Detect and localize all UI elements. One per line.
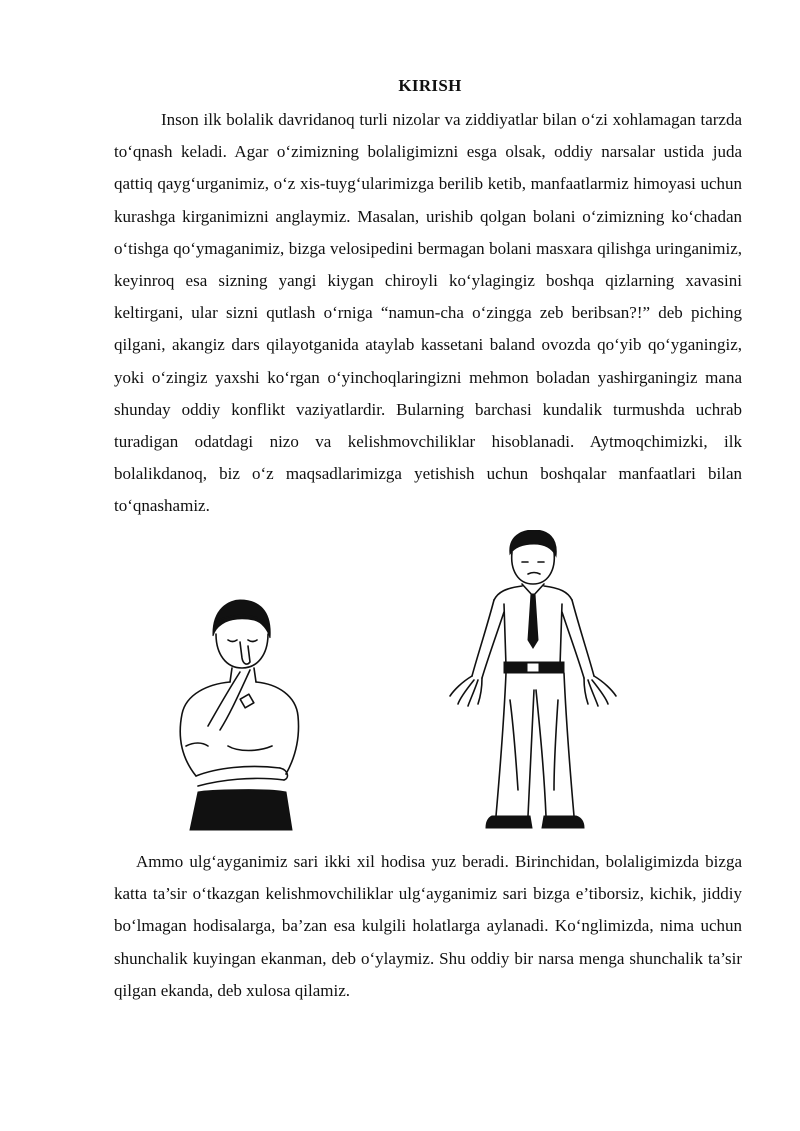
intro-paragraph: Inson ilk bolalik davridanoq turli nizolar va ziddiyatlar bilan o‘zi xohlamagan tarzda to‘qnash keladi. Agar o‘zimizning bolaligimizni esga olsak, oddiy narsalar ustida juda qattiq qayg‘urganimiz, o‘z xis-tuyg‘ularimizga berilib ketib, manfaatlarmiz himoyasi uchun kurashga kirganimizni anglaymiz. Masalan, urishib qolgan bolani o‘zimizning ko‘chadan o‘tishga qo‘ymaganimiz, bizga velosipedini bermagan bolani masxara qilishga uringanimiz, keyinroq esa sizning yangi kiygan chiroyli ko‘ylagingiz boshqa qizlarning xavasini keltirgani, ular sizni qutlash o‘rniga “namun-cha o‘zingga zeb beribsan?!” deb piching qilgani, akangiz dars qilayotganida ataylab kassetani baland ovozda qo‘yib qo‘yganingiz, yoki o‘zingiz yaxshi ko‘rgan o‘yinchoqlaringizni mehmon boladan yashirganingiz mana shunday oddiy konflikt vaziyatlardir. Bularning barchasi kundalik turmushda uchrab turadigan odatdagi nizo va kelishmovchiliklar hisoblanadi. Aytmoqchimizki, ilk bolalikdanoq, biz o‘z maqsadlarimizga yetishish uchun boshqalar manfaatlari bilan to‘qnashamiz. bbox=[114, 110, 742, 516]
thinking-girl-illustration bbox=[168, 596, 308, 831]
page-title: KIRISH bbox=[398, 76, 462, 95]
shrugging-man-illustration bbox=[448, 530, 618, 832]
closing-paragraph: Ammo ulg‘ayganimiz sari ikki xil hodisa yuz beradi. Birinchidan, bolaligimizda bizga katta ta’sir o‘tkazgan kelishmovchiliklar ulg‘ayganimiz sari bizga e’tiborsiz, kichik, jiddiy bo‘lmagan hodisalarga, ba’zan esa kulgili holatlarga aylanadi. Ko‘nglimizda, nima uchun shunchalik kuyingan ekanman, deb o‘ylaymiz. Shu oddiy bir narsa menga shunchalik ta’sir qilgan ekanda, deb xulosa qilamiz. bbox=[114, 852, 742, 1000]
